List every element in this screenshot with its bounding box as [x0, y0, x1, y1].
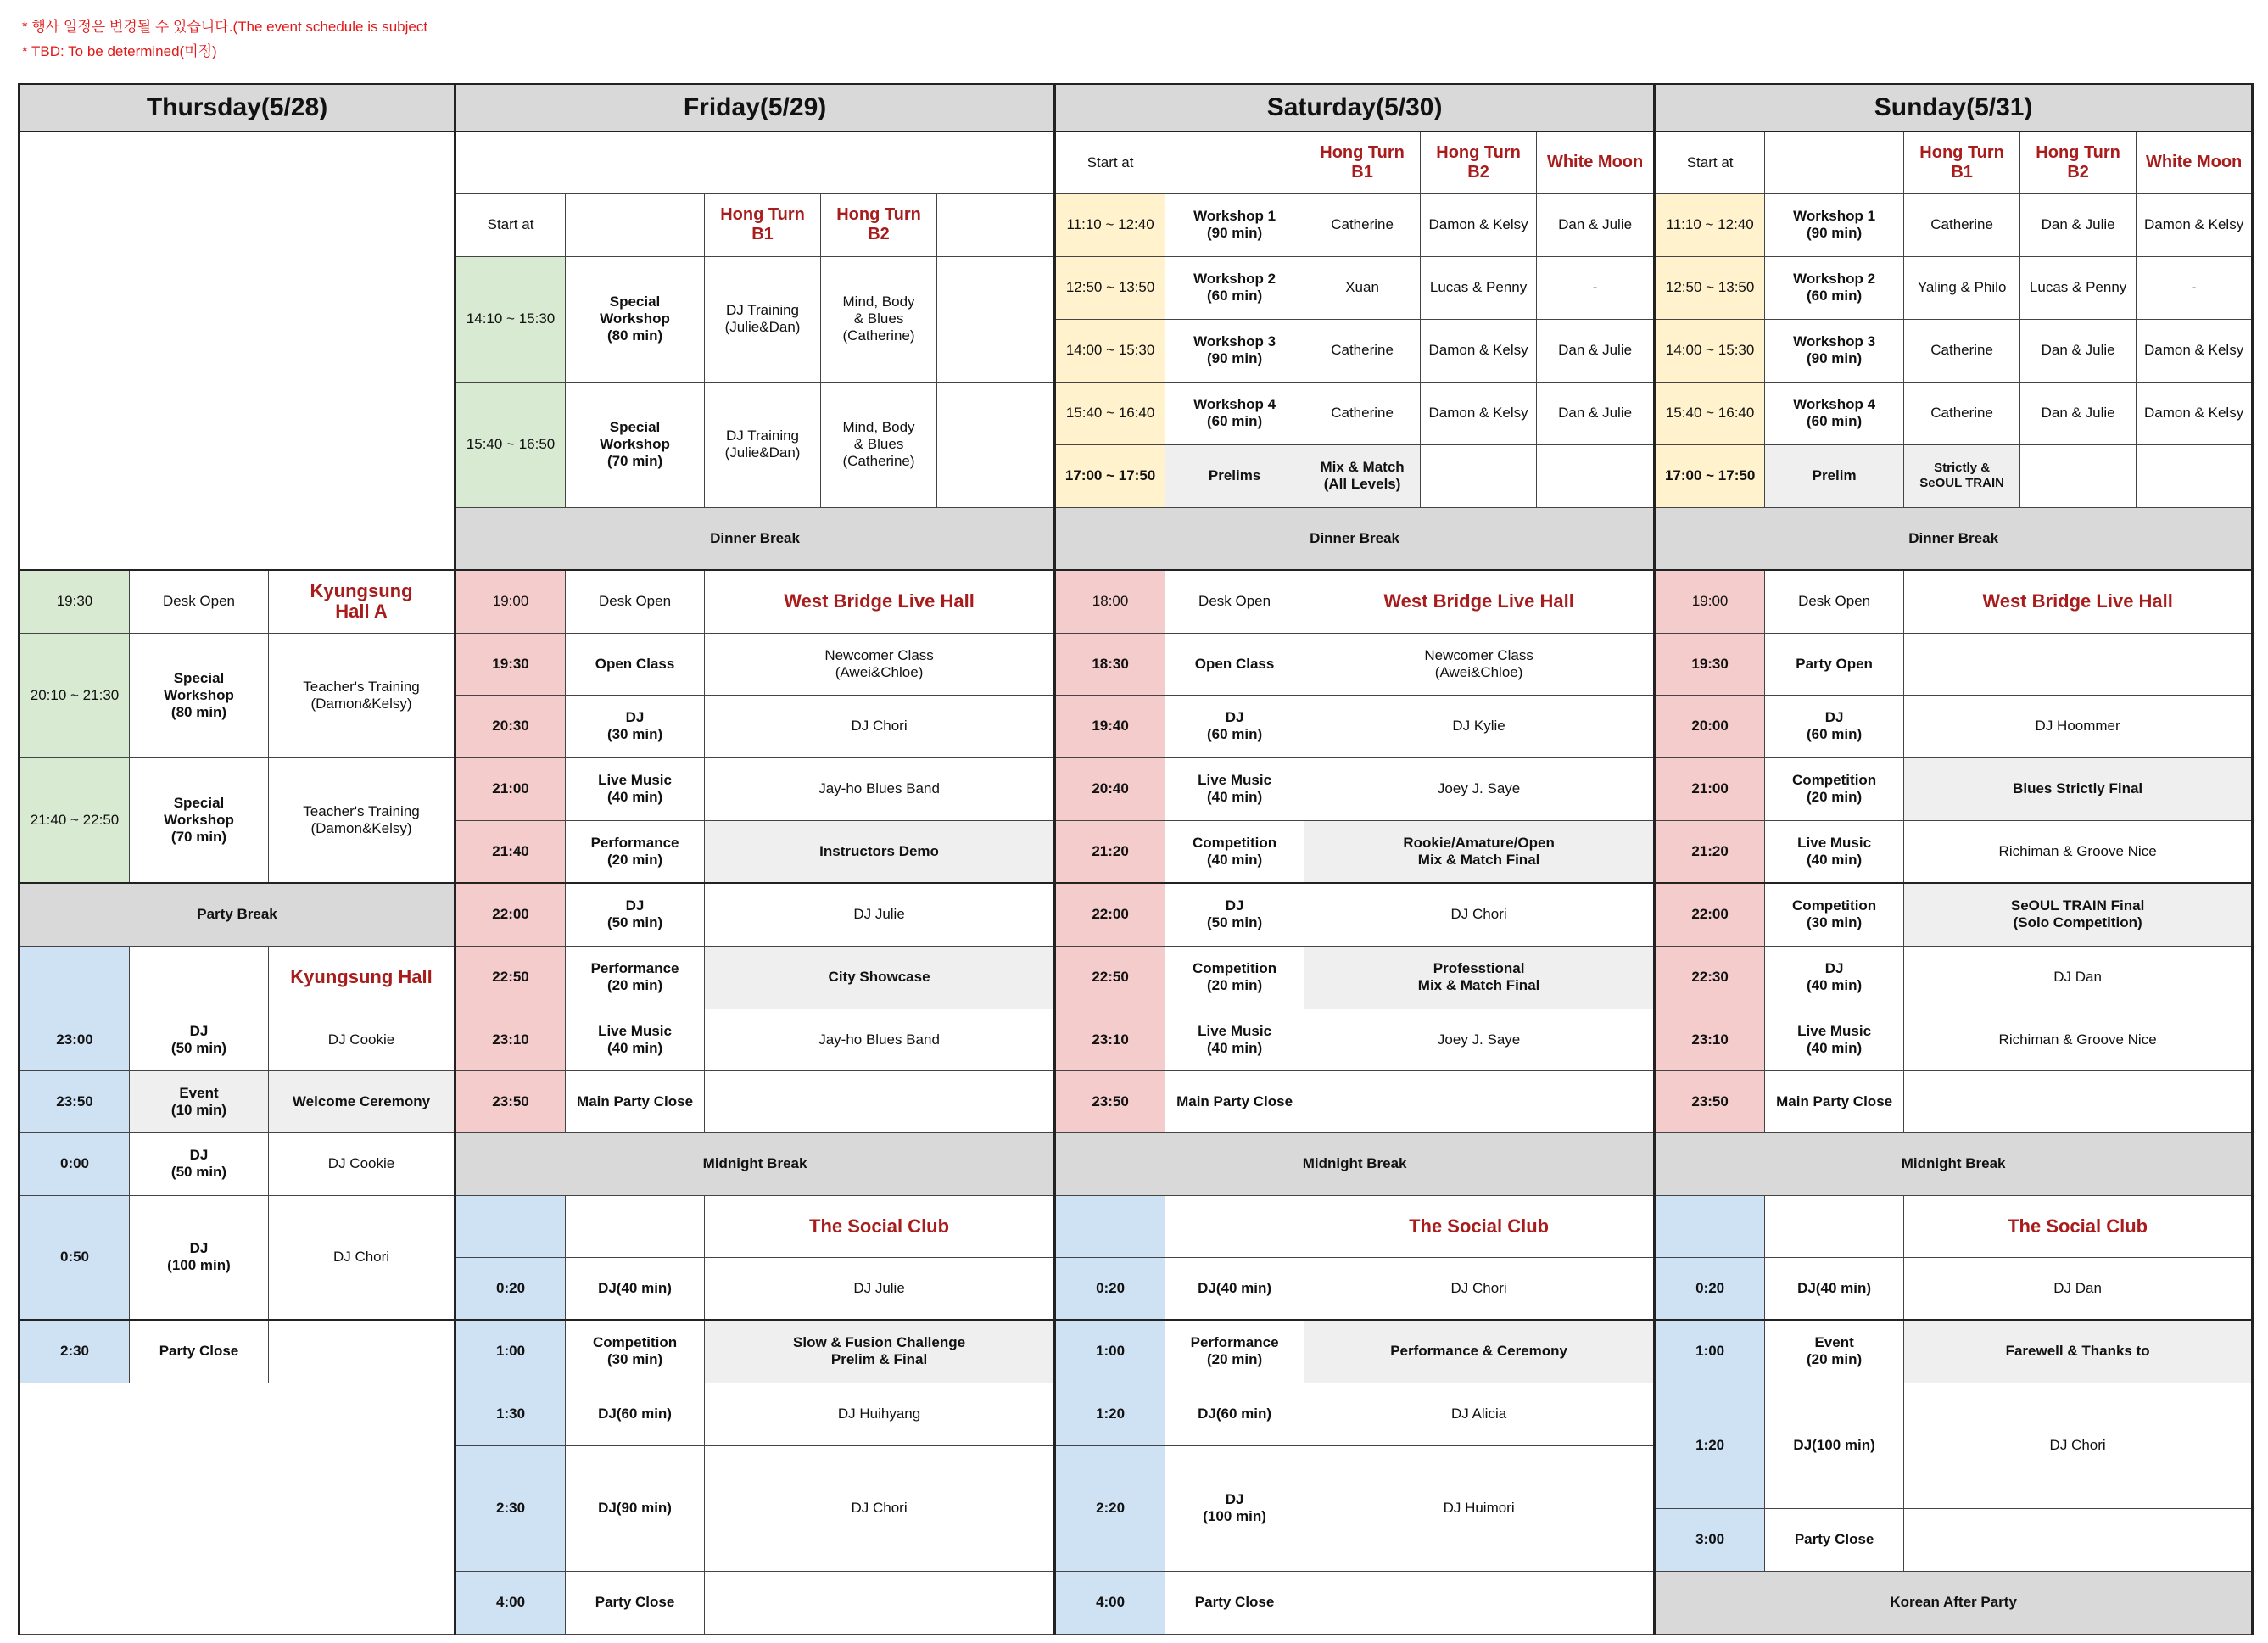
- thu-party-title: DJ (50 min): [130, 1132, 269, 1195]
- sun-workshop-b1: Catherine: [1904, 319, 2020, 382]
- fri-social-detail: DJ Julie: [705, 1257, 1055, 1320]
- event-schedule-table: [18, 83, 2254, 1635]
- sat-desk-open-time: 18:00: [1055, 570, 1165, 633]
- fri-party-detail: Jay-ho Blues Band: [705, 1009, 1055, 1070]
- sat-social-time: 1:20: [1055, 1383, 1165, 1445]
- sat-social-time: 2:20: [1055, 1445, 1165, 1571]
- venue-kyungsung-hall: Kyungsung Hall: [269, 946, 455, 1009]
- sat-prelim-title: Prelims: [1165, 444, 1304, 507]
- fri-party-time: 22:00: [455, 883, 566, 946]
- sun-party-time: 20:00: [1655, 695, 1765, 757]
- sat-party-title: Live Music (40 min): [1165, 1009, 1304, 1070]
- sun-party-detail: Richiman & Groove Nice: [1904, 820, 2253, 883]
- sunday-room-hong-b1: Hong Turn B1: [1904, 131, 2020, 193]
- thu-workshop-time: 21:40 ~ 22:50: [20, 757, 130, 883]
- sat-workshop-b2: Damon & Kelsy: [1421, 193, 1537, 256]
- sun-party-title: Party Open: [1765, 633, 1904, 695]
- sun-workshop-time: 15:40 ~ 16:40: [1655, 382, 1765, 444]
- sun-workshop-wm: Damon & Kelsy: [2137, 382, 2253, 444]
- sun-prelim-wm: [2137, 444, 2253, 507]
- thu-party-time: 23:00: [20, 1009, 130, 1070]
- fri-party-title: Open Class: [566, 633, 705, 695]
- day-header-saturday: Saturday(5/30): [1055, 84, 1655, 131]
- sat-party-detail: Newcomer Class (Awei&Chloe): [1304, 633, 1655, 695]
- fri-workshop-empty: [937, 256, 1055, 382]
- fri-venue-social-club: The Social Club: [705, 1195, 1055, 1257]
- fri-party-title: DJ (30 min): [566, 695, 705, 757]
- sat-desk-open-title: Desk Open: [1165, 570, 1304, 633]
- sat-party-detail: DJ Kylie: [1304, 695, 1655, 757]
- sun-workshop-wm: Damon & Kelsy: [2137, 319, 2253, 382]
- fri-workshop-time: 14:10 ~ 15:30: [455, 256, 566, 382]
- sat-social-detail: [1304, 1571, 1655, 1634]
- sun-workshop-wm: -: [2137, 256, 2253, 319]
- sun-party-title: Competition (30 min): [1765, 883, 1904, 946]
- thu-party-time: 0:50: [20, 1195, 130, 1320]
- fri-party-title: DJ (50 min): [566, 883, 705, 946]
- sat-workshop-title: Workshop 1 (90 min): [1165, 193, 1304, 256]
- sat-workshop-wm: Dan & Julie: [1537, 382, 1655, 444]
- sun-workshop-b1: Yaling & Philo: [1904, 256, 2020, 319]
- sunday-room-hong-b2: Hong Turn B2: [2020, 131, 2137, 193]
- saturday-dinner-break: Dinner Break: [1055, 507, 1655, 570]
- thu-workshop-detail: Teacher's Training (Damon&Kelsy): [269, 633, 455, 757]
- friday-dinner-break: Dinner Break: [455, 507, 1055, 570]
- sun-workshop-title: Workshop 4 (60 min): [1765, 382, 1904, 444]
- sat-workshop-b1: Catherine: [1304, 382, 1421, 444]
- thu-party-title: DJ (50 min): [130, 1009, 269, 1070]
- sun-venue-social-club: The Social Club: [1904, 1195, 2253, 1257]
- sat-social-title: Performance (20 min): [1165, 1320, 1304, 1383]
- sunday-dinner-break: Dinner Break: [1655, 507, 2253, 570]
- fri-social-time: 2:30: [455, 1445, 566, 1571]
- sun-party-time: 22:00: [1655, 883, 1765, 946]
- fri-workshop-b1: DJ Training (Julie&Dan): [705, 382, 821, 507]
- sun-social-blank-time: [1655, 1195, 1765, 1257]
- sat-party-time: 23:10: [1055, 1009, 1165, 1070]
- sunday-start-at-label: Start at: [1655, 131, 1765, 193]
- sat-party-time: 19:40: [1055, 695, 1165, 757]
- day-header-thursday: Thursday(5/28): [20, 84, 455, 131]
- sat-party-title: Live Music (40 min): [1165, 757, 1304, 820]
- sun-workshop-wm: Damon & Kelsy: [2137, 193, 2253, 256]
- sun-prelim-time: 17:00 ~ 17:50: [1655, 444, 1765, 507]
- sun-venue-west-bridge: West Bridge Live Hall: [1904, 570, 2253, 633]
- thu-workshop-title: Special Workshop (70 min): [130, 757, 269, 883]
- sat-party-detail: Rookie/Amature/Open Mix & Match Final: [1304, 820, 1655, 883]
- sun-workshop-title: Workshop 3 (90 min): [1765, 319, 1904, 382]
- sat-workshop-title: Workshop 2 (60 min): [1165, 256, 1304, 319]
- saturday-title-header: [1165, 131, 1304, 193]
- fri-desk-open-time: 19:00: [455, 570, 566, 633]
- sun-party-time: 21:00: [1655, 757, 1765, 820]
- friday-title-header: [566, 193, 705, 256]
- fri-desk-open-title: Desk Open: [566, 570, 705, 633]
- thu-workshop-detail: Teacher's Training (Damon&Kelsy): [269, 757, 455, 883]
- fri-workshop-b1: DJ Training (Julie&Dan): [705, 256, 821, 382]
- sun-party-title: Live Music (40 min): [1765, 820, 1904, 883]
- fri-social-title: Party Close: [566, 1571, 705, 1634]
- sun-party-time: 21:20: [1655, 820, 1765, 883]
- friday-room-hong-b1: Hong Turn B1: [705, 193, 821, 256]
- sat-social-title: Party Close: [1165, 1571, 1304, 1634]
- schedule-change-note: * 행사 일정은 변경될 수 있습니다.(The event schedule is subject: [22, 19, 428, 35]
- sat-party-time: 23:50: [1055, 1070, 1165, 1132]
- sat-workshop-b2: Lucas & Penny: [1421, 256, 1537, 319]
- sun-social-detail: Farewell & Thanks to: [1904, 1320, 2253, 1383]
- sun-workshop-time: 11:10 ~ 12:40: [1655, 193, 1765, 256]
- fri-social-title: DJ(40 min): [566, 1257, 705, 1320]
- thu-party-time: 23:50: [20, 1070, 130, 1132]
- sun-workshop-b2: Dan & Julie: [2020, 193, 2137, 256]
- sat-workshop-time: 11:10 ~ 12:40: [1055, 193, 1165, 256]
- fri-workshop-title: Special Workshop (80 min): [566, 256, 705, 382]
- sun-social-time: 1:20: [1655, 1383, 1765, 1508]
- sat-workshop-b1: Catherine: [1304, 319, 1421, 382]
- sun-workshop-b2: Dan & Julie: [2020, 382, 2137, 444]
- sat-workshop-wm: Dan & Julie: [1537, 319, 1655, 382]
- sat-party-detail: Joey J. Saye: [1304, 1009, 1655, 1070]
- thu-party-title: Party Close: [130, 1320, 269, 1383]
- day-header-friday: Friday(5/29): [455, 84, 1055, 131]
- sat-party-detail: [1304, 1070, 1655, 1132]
- sat-party-detail: DJ Chori: [1304, 883, 1655, 946]
- thu-workshop-time: 20:10 ~ 21:30: [20, 633, 130, 757]
- sat-workshop-wm: Dan & Julie: [1537, 193, 1655, 256]
- sun-workshop-time: 12:50 ~ 13:50: [1655, 256, 1765, 319]
- sun-social-time: 0:20: [1655, 1257, 1765, 1320]
- thu-party-detail: [269, 1320, 455, 1383]
- sun-party-detail: Richiman & Groove Nice: [1904, 1009, 2253, 1070]
- sun-social-blank-title: [1765, 1195, 1904, 1257]
- thursday-empty-bottom: [20, 1383, 455, 1634]
- sat-workshop-time: 14:00 ~ 15:30: [1055, 319, 1165, 382]
- sun-workshop-title: Workshop 2 (60 min): [1765, 256, 1904, 319]
- fri-social-blank-time: [455, 1195, 566, 1257]
- fri-party-detail: DJ Chori: [705, 695, 1055, 757]
- fri-party-time: 23:50: [455, 1070, 566, 1132]
- day-header-sunday: Sunday(5/31): [1655, 84, 2253, 131]
- sunday-room-white-moon: White Moon: [2137, 131, 2253, 193]
- thu-hall-blank-time: [20, 946, 130, 1009]
- sun-social-title: Event (20 min): [1765, 1320, 1904, 1383]
- thu-party-title: Event (10 min): [130, 1070, 269, 1132]
- thu-party-time: 0:00: [20, 1132, 130, 1195]
- fri-workshop-empty: [937, 382, 1055, 507]
- sun-party-detail: [1904, 633, 2253, 695]
- sat-party-detail: Joey J. Saye: [1304, 757, 1655, 820]
- sun-workshop-time: 14:00 ~ 15:30: [1655, 319, 1765, 382]
- thu-party-detail: DJ Cookie: [269, 1009, 455, 1070]
- sat-venue-west-bridge: West Bridge Live Hall: [1304, 570, 1655, 633]
- sun-party-time: 23:50: [1655, 1070, 1765, 1132]
- sun-party-title: Competition (20 min): [1765, 757, 1904, 820]
- fri-party-time: 23:10: [455, 1009, 566, 1070]
- fri-party-title: Live Music (40 min): [566, 1009, 705, 1070]
- sat-workshop-b2: Damon & Kelsy: [1421, 382, 1537, 444]
- fri-party-time: 19:30: [455, 633, 566, 695]
- sun-social-detail: [1904, 1508, 2253, 1571]
- sun-workshop-b1: Catherine: [1904, 382, 2020, 444]
- sun-prelim-b2: [2020, 444, 2137, 507]
- fri-social-detail: [705, 1571, 1055, 1634]
- fri-workshop-b2: Mind, Body & Blues (Catherine): [821, 382, 937, 507]
- thu-desk-open-title: Desk Open: [130, 570, 269, 633]
- sun-social-title: Party Close: [1765, 1508, 1904, 1571]
- sun-party-detail: DJ Hoommer: [1904, 695, 2253, 757]
- fri-social-detail: DJ Huihyang: [705, 1383, 1055, 1445]
- sunday-title-header: [1765, 131, 1904, 193]
- sat-social-detail: Performance & Ceremony: [1304, 1320, 1655, 1383]
- sat-prelim-wm: [1537, 444, 1655, 507]
- sat-workshop-b1: Catherine: [1304, 193, 1421, 256]
- friday-empty-room: [937, 193, 1055, 256]
- fri-party-detail: Jay-ho Blues Band: [705, 757, 1055, 820]
- sat-social-blank-title: [1165, 1195, 1304, 1257]
- fri-party-detail: [705, 1070, 1055, 1132]
- sat-workshop-time: 15:40 ~ 16:40: [1055, 382, 1165, 444]
- sun-prelim-b1: Strictly & SeOUL TRAIN: [1904, 444, 2020, 507]
- sat-workshop-b1: Xuan: [1304, 256, 1421, 319]
- sat-party-detail: Professtional Mix & Match Final: [1304, 946, 1655, 1009]
- sun-party-title: DJ (40 min): [1765, 946, 1904, 1009]
- sat-workshop-time: 12:50 ~ 13:50: [1055, 256, 1165, 319]
- sat-prelim-time: 17:00 ~ 17:50: [1055, 444, 1165, 507]
- saturday-room-hong-b2: Hong Turn B2: [1421, 131, 1537, 193]
- sun-party-title: Live Music (40 min): [1765, 1009, 1904, 1070]
- fri-party-title: Performance (20 min): [566, 946, 705, 1009]
- fri-party-time: 22:50: [455, 946, 566, 1009]
- sat-party-title: Competition (40 min): [1165, 820, 1304, 883]
- sat-party-time: 21:20: [1055, 820, 1165, 883]
- sat-party-time: 22:00: [1055, 883, 1165, 946]
- sat-party-title: Main Party Close: [1165, 1070, 1304, 1132]
- fri-party-detail: DJ Julie: [705, 883, 1055, 946]
- saturday-room-hong-b1: Hong Turn B1: [1304, 131, 1421, 193]
- sat-workshop-title: Workshop 3 (90 min): [1165, 319, 1304, 382]
- fri-venue-west-bridge: West Bridge Live Hall: [705, 570, 1055, 633]
- thu-party-break: Party Break: [20, 883, 455, 946]
- fri-social-detail: Slow & Fusion Challenge Prelim & Final: [705, 1320, 1055, 1383]
- thu-party-detail: DJ Chori: [269, 1195, 455, 1320]
- sat-party-title: Open Class: [1165, 633, 1304, 695]
- sunday-korean-after-party: Korean After Party: [1655, 1571, 2253, 1634]
- fri-party-detail: City Showcase: [705, 946, 1055, 1009]
- sun-social-title: DJ(100 min): [1765, 1383, 1904, 1508]
- saturday-start-at-label: Start at: [1055, 131, 1165, 193]
- thu-party-time: 2:30: [20, 1320, 130, 1383]
- thu-party-detail: Welcome Ceremony: [269, 1070, 455, 1132]
- sat-venue-social-club: The Social Club: [1304, 1195, 1655, 1257]
- sat-prelim-b2: [1421, 444, 1537, 507]
- sat-party-title: DJ (60 min): [1165, 695, 1304, 757]
- fri-party-title: Main Party Close: [566, 1070, 705, 1132]
- sun-party-time: 22:30: [1655, 946, 1765, 1009]
- sun-desk-open-title: Desk Open: [1765, 570, 1904, 633]
- sun-prelim-title: Prelim: [1765, 444, 1904, 507]
- sun-desk-open-time: 19:00: [1655, 570, 1765, 633]
- thu-hall-blank-title: [130, 946, 269, 1009]
- sun-party-title: Main Party Close: [1765, 1070, 1904, 1132]
- sun-social-detail: DJ Chori: [1904, 1383, 2253, 1508]
- sat-party-time: 20:40: [1055, 757, 1165, 820]
- fri-party-time: 20:30: [455, 695, 566, 757]
- saturday-room-white-moon: White Moon: [1537, 131, 1655, 193]
- fri-social-title: Competition (30 min): [566, 1320, 705, 1383]
- sat-social-title: DJ(40 min): [1165, 1257, 1304, 1320]
- sat-social-blank-time: [1055, 1195, 1165, 1257]
- thu-party-title: DJ (100 min): [130, 1195, 269, 1320]
- sat-workshop-title: Workshop 4 (60 min): [1165, 382, 1304, 444]
- sun-social-time: 3:00: [1655, 1508, 1765, 1571]
- fri-party-title: Performance (20 min): [566, 820, 705, 883]
- fri-party-time: 21:40: [455, 820, 566, 883]
- sat-workshop-wm: -: [1537, 256, 1655, 319]
- fri-social-time: 1:30: [455, 1383, 566, 1445]
- venue-kyungsung-hall-a: Kyungsung Hall A: [269, 570, 455, 633]
- sunday-midnight-break: Midnight Break: [1655, 1132, 2253, 1195]
- sat-social-detail: DJ Alicia: [1304, 1383, 1655, 1445]
- sun-party-time: 23:10: [1655, 1009, 1765, 1070]
- sun-workshop-b2: Lucas & Penny: [2020, 256, 2137, 319]
- sun-workshop-b1: Catherine: [1904, 193, 2020, 256]
- thu-desk-open-time: 19:30: [20, 570, 130, 633]
- fri-party-detail: Instructors Demo: [705, 820, 1055, 883]
- thu-party-detail: DJ Cookie: [269, 1132, 455, 1195]
- sat-social-detail: DJ Chori: [1304, 1257, 1655, 1320]
- sun-party-title: DJ (60 min): [1765, 695, 1904, 757]
- fri-social-title: DJ(60 min): [566, 1383, 705, 1445]
- sun-party-detail: [1904, 1070, 2253, 1132]
- sun-party-time: 19:30: [1655, 633, 1765, 695]
- fri-social-title: DJ(90 min): [566, 1445, 705, 1571]
- fri-party-detail: Newcomer Class (Awei&Chloe): [705, 633, 1055, 695]
- friday-room-hong-b2: Hong Turn B2: [821, 193, 937, 256]
- thursday-empty-block: [20, 131, 455, 570]
- fri-party-time: 21:00: [455, 757, 566, 820]
- sat-party-time: 18:30: [1055, 633, 1165, 695]
- sun-workshop-title: Workshop 1 (90 min): [1765, 193, 1904, 256]
- fri-workshop-time: 15:40 ~ 16:50: [455, 382, 566, 507]
- sat-social-detail: DJ Huimori: [1304, 1445, 1655, 1571]
- sun-party-detail: SeOUL TRAIN Final (Solo Competition): [1904, 883, 2253, 946]
- fri-workshop-title: Special Workshop (70 min): [566, 382, 705, 507]
- sat-social-title: DJ(60 min): [1165, 1383, 1304, 1445]
- sat-party-time: 22:50: [1055, 946, 1165, 1009]
- sat-social-time: 4:00: [1055, 1571, 1165, 1634]
- sat-party-title: DJ (50 min): [1165, 883, 1304, 946]
- sat-social-time: 1:00: [1055, 1320, 1165, 1383]
- friday-empty-header: [455, 131, 1055, 193]
- sat-social-time: 0:20: [1055, 1257, 1165, 1320]
- friday-midnight-break: Midnight Break: [455, 1132, 1055, 1195]
- sat-social-title: DJ (100 min): [1165, 1445, 1304, 1571]
- fri-social-time: 4:00: [455, 1571, 566, 1634]
- sun-party-detail: Blues Strictly Final: [1904, 757, 2253, 820]
- sun-workshop-b2: Dan & Julie: [2020, 319, 2137, 382]
- sat-prelim-b1: Mix & Match (All Levels): [1304, 444, 1421, 507]
- friday-start-at-label: Start at: [455, 193, 566, 256]
- thu-workshop-title: Special Workshop (80 min): [130, 633, 269, 757]
- saturday-midnight-break: Midnight Break: [1055, 1132, 1655, 1195]
- sun-social-time: 1:00: [1655, 1320, 1765, 1383]
- fri-social-blank-title: [566, 1195, 705, 1257]
- tbd-note: * TBD: To be determined(미정): [22, 43, 217, 59]
- sat-party-title: Competition (20 min): [1165, 946, 1304, 1009]
- sun-social-title: DJ(40 min): [1765, 1257, 1904, 1320]
- fri-workshop-b2: Mind, Body & Blues (Catherine): [821, 256, 937, 382]
- fri-social-time: 0:20: [455, 1257, 566, 1320]
- sat-workshop-b2: Damon & Kelsy: [1421, 319, 1537, 382]
- fri-social-time: 1:00: [455, 1320, 566, 1383]
- sun-social-detail: DJ Dan: [1904, 1257, 2253, 1320]
- sun-party-detail: DJ Dan: [1904, 946, 2253, 1009]
- fri-party-title: Live Music (40 min): [566, 757, 705, 820]
- fri-social-detail: DJ Chori: [705, 1445, 1055, 1571]
